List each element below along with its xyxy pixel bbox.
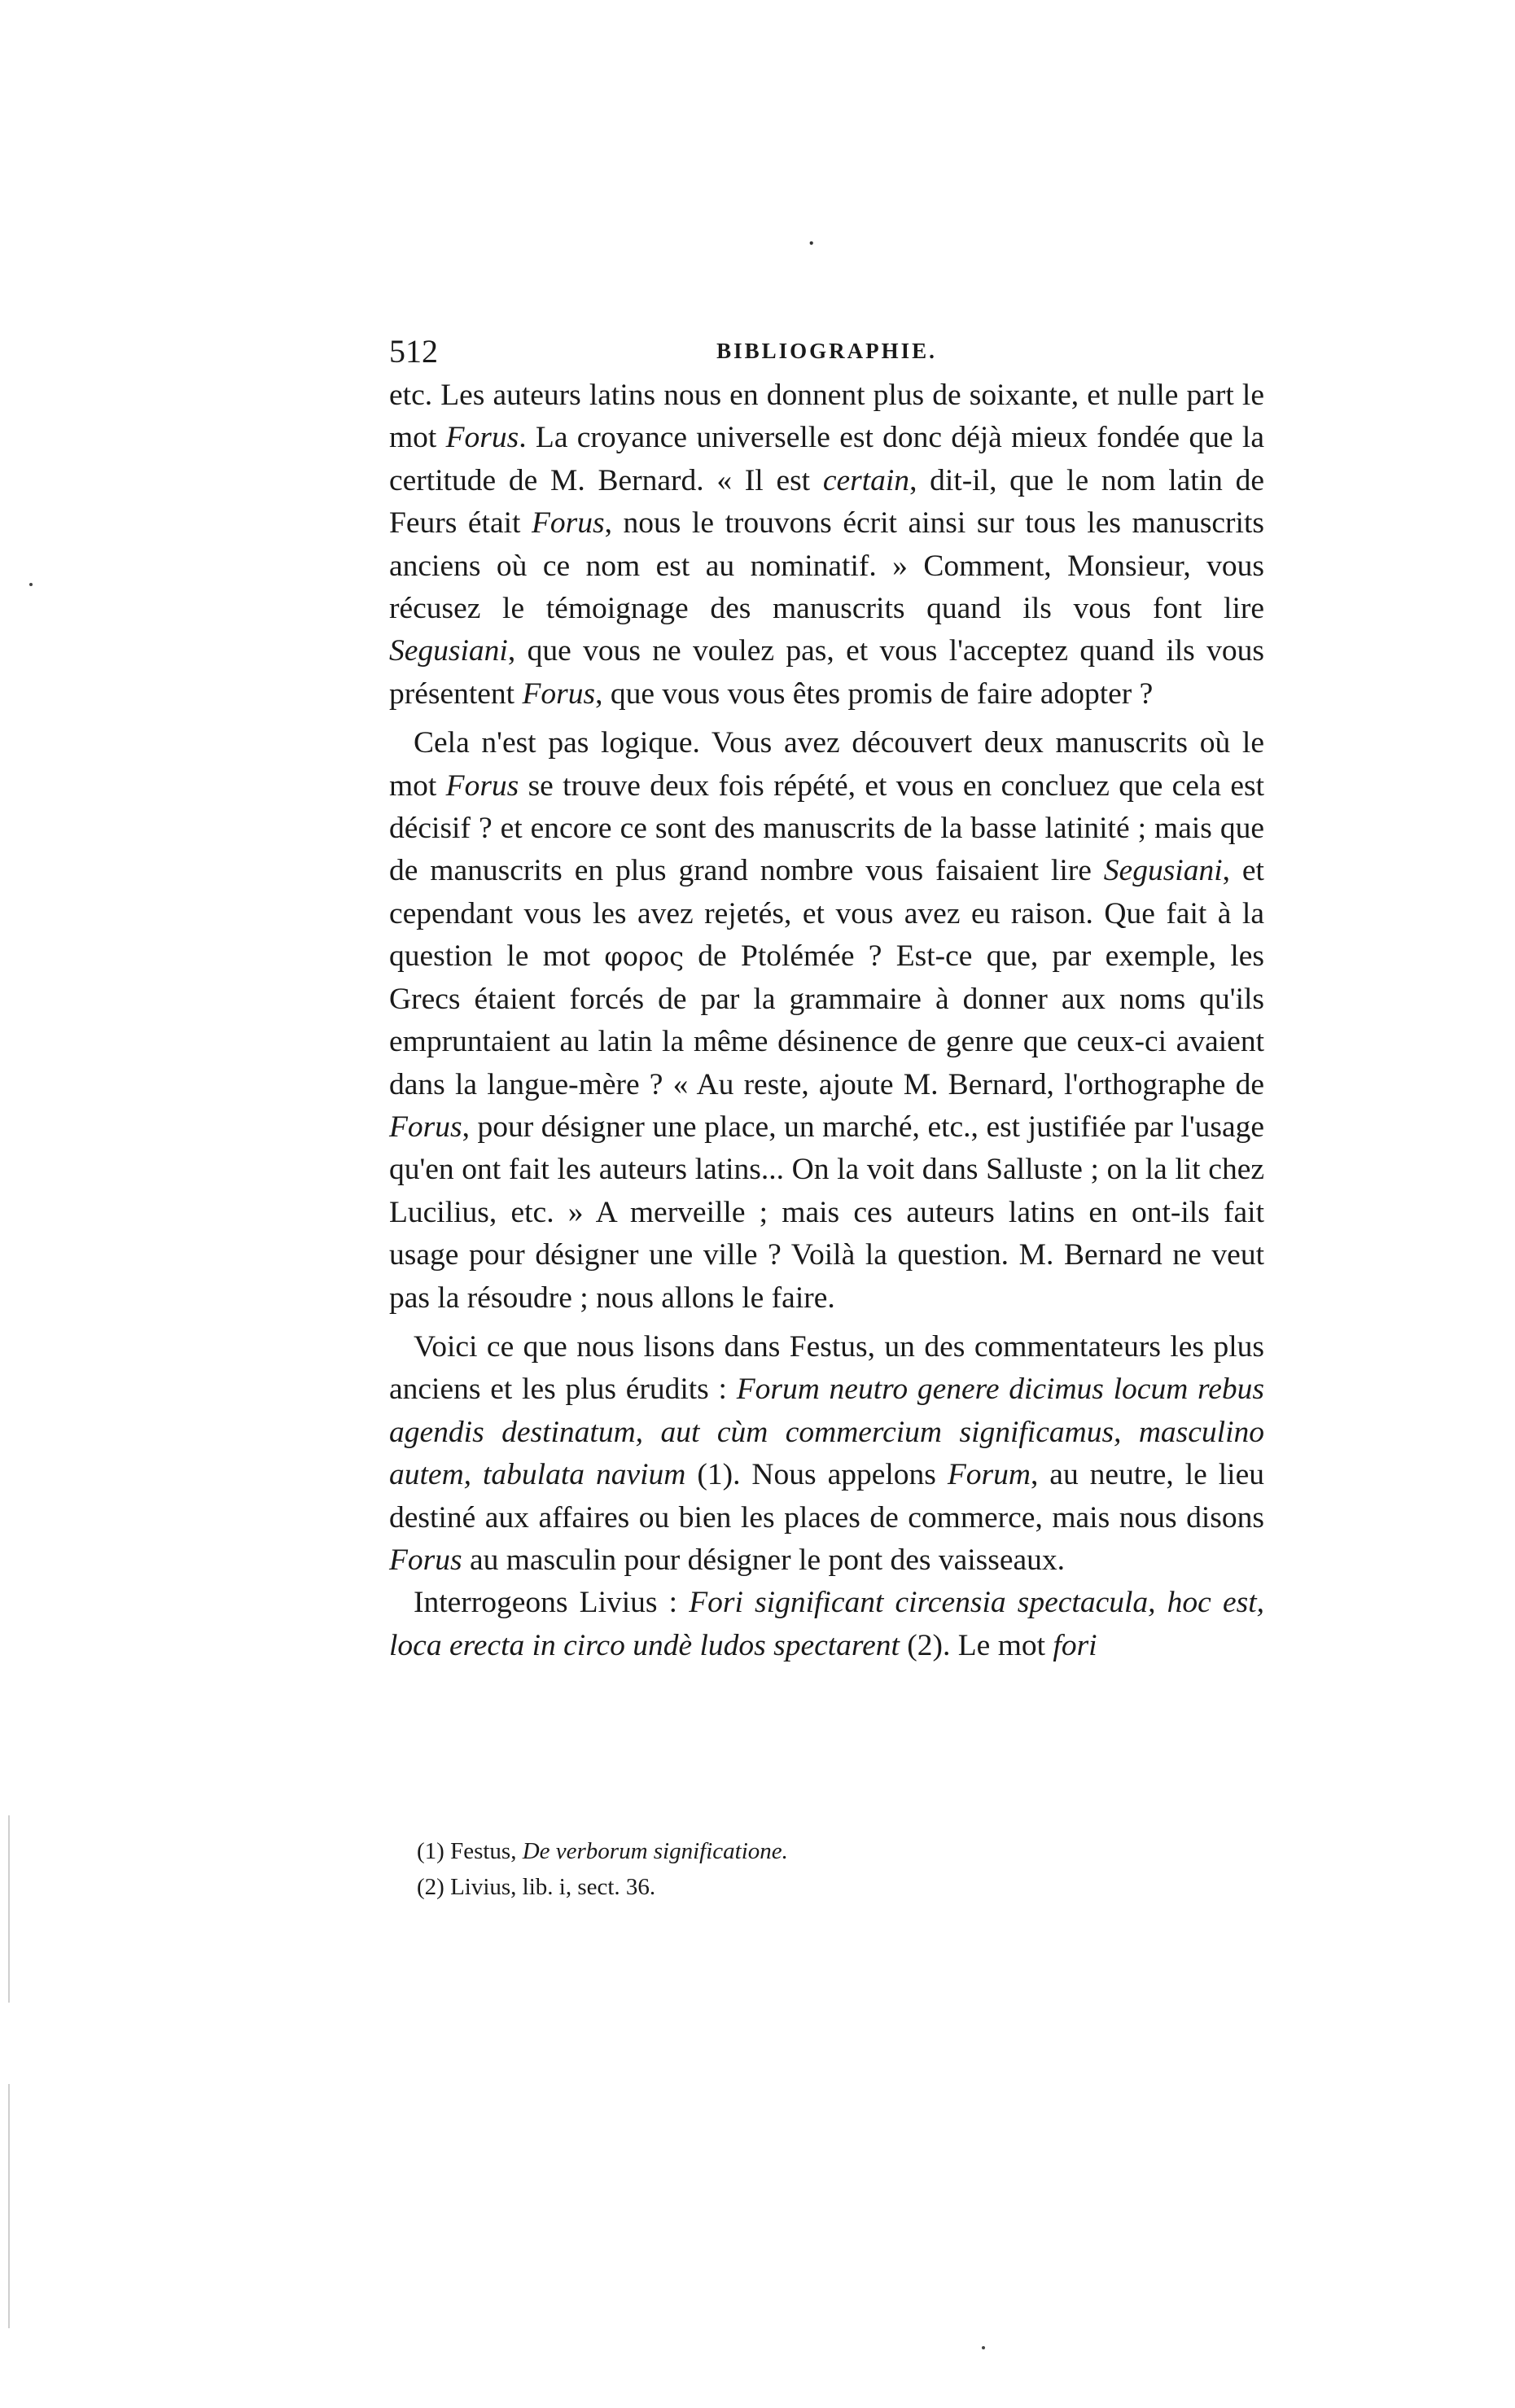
text-run: Cela n'est pas logique. Vous avez découvert deux manuscrits où le mot — [389, 726, 1264, 803]
text-run: , nous le trouvons écrit ainsi sur tous les manuscrits anciens où ce nom est au nominatif. » Comment, Monsieur, vous récusez le témoignage des manuscrits quand ils vous font lire — [389, 506, 1264, 626]
footnote-1-label: (1) Festus, — [417, 1838, 523, 1864]
italic-run: Forus — [531, 506, 605, 541]
text-run: , pour désigner une place, un marché, etc., est justifiée par l'usage qu'en ont fait les auteurs latins... On la voit dans Salluste ; on la lit chez Lucilius, etc. » A merveille ; mais ces auteurs latins en ont-ils fait usage pour désigner une ville ? Voilà la question. M. Bernard ne veut pas la résoudre ; nous allons le faire. — [389, 1110, 1264, 1315]
scan-edge-mark — [8, 1815, 10, 2003]
italic-run: certain — [822, 463, 910, 497]
page-header — [389, 332, 1264, 373]
italic-run: Fori significant circensia spectacula, hoc est, loca erecta in circo undè ludos spectarent — [389, 1586, 1264, 1662]
printer-mark: ꞏ — [808, 234, 815, 255]
stray-mark — [29, 583, 33, 586]
paragraph — [389, 1326, 1264, 1582]
italic-run: Forus — [389, 1110, 462, 1144]
text-run: , que vous ne voulez pas, et vous l'acceptez quand ils vous présentent — [389, 634, 1264, 711]
italic-run: Forum — [947, 1458, 1031, 1492]
page-number: 512 — [389, 333, 438, 370]
italic-run: Segusiani — [1103, 854, 1223, 888]
text-run: se trouve deux fois répété, et vous en concluez que cela est décisif ? et encore ce sont des manuscrits de la basse latinité ; mais que de manuscrits en plus grand nombre vous faisaient lire — [389, 768, 1264, 888]
text-run: de Ptolémée ? Est-ce que, par exemple, les Grecs étaient forcés de par la grammaire à donner aux noms qu'ils empruntaient au latin la même désinence de genre que ceux-ci avaient dans la langue-mère ? « Au reste, ajoute M. Bernard, l'orthographe de — [389, 939, 1264, 1101]
text-run: (2). Le mot — [899, 1628, 1053, 1662]
paragraph — [389, 722, 1264, 1320]
paragraph — [389, 374, 1264, 716]
greek-word: φορος — [604, 941, 684, 973]
italic-run: Forum neutro genere dicimus locum rebus agendis destinatum, aut cùm commercium significamus, masculino autem, tabulata navium — [389, 1373, 1264, 1492]
text-run: , au neutre, le lieu destiné aux affaires ou bien les places de commerce, mais nous disons — [389, 1458, 1264, 1535]
footnotes — [389, 1833, 1264, 1905]
running-title: BIBLIOGRAPHIE. — [716, 339, 937, 363]
footnote-2: (2) Livius, lib. i, sect. 36. — [417, 1874, 656, 1900]
italic-run: Segusiani — [389, 634, 508, 668]
text-run: , et cependant vous les avez rejetés, et vous avez eu raison. Que fait à la question le mot — [389, 854, 1264, 974]
italic-run: Forus — [389, 1543, 462, 1577]
stray-mark — [982, 2346, 985, 2349]
body-text — [389, 374, 1264, 1667]
footnote-1 — [389, 1833, 1264, 1869]
italic-run: Forus — [522, 676, 596, 711]
paragraph — [389, 1582, 1264, 1667]
text-run: etc. Les auteurs latins nous en donnent plus de soixante, et nulle part le mot — [389, 379, 1264, 455]
text-run: , que vous vous êtes promis de faire adopter ? — [595, 676, 1154, 711]
text-run: Voici ce que nous lisons dans Festus, un des commentateurs les plus anciens et les plus érudits : — [389, 1329, 1264, 1407]
text-run: Interrogeons Livius : — [414, 1586, 690, 1620]
text-run: . La croyance universelle est donc déjà mieux fondée que la certitude de M. Bernard. « Il est — [389, 421, 1264, 497]
text-run: (1). Nous appelons — [685, 1458, 948, 1492]
italic-run: Forus — [445, 768, 519, 803]
scan-edge-mark — [8, 2084, 10, 2328]
footnote-1-citation: De verborum significatione. — [522, 1838, 788, 1864]
text-run: au masculin pour désigner le pont des vaisseaux. — [462, 1543, 1066, 1577]
text-run: , dit-il, que le nom latin de Feurs était — [389, 463, 1264, 541]
italic-run: fori — [1053, 1628, 1097, 1662]
italic-run: Forus — [445, 421, 519, 455]
